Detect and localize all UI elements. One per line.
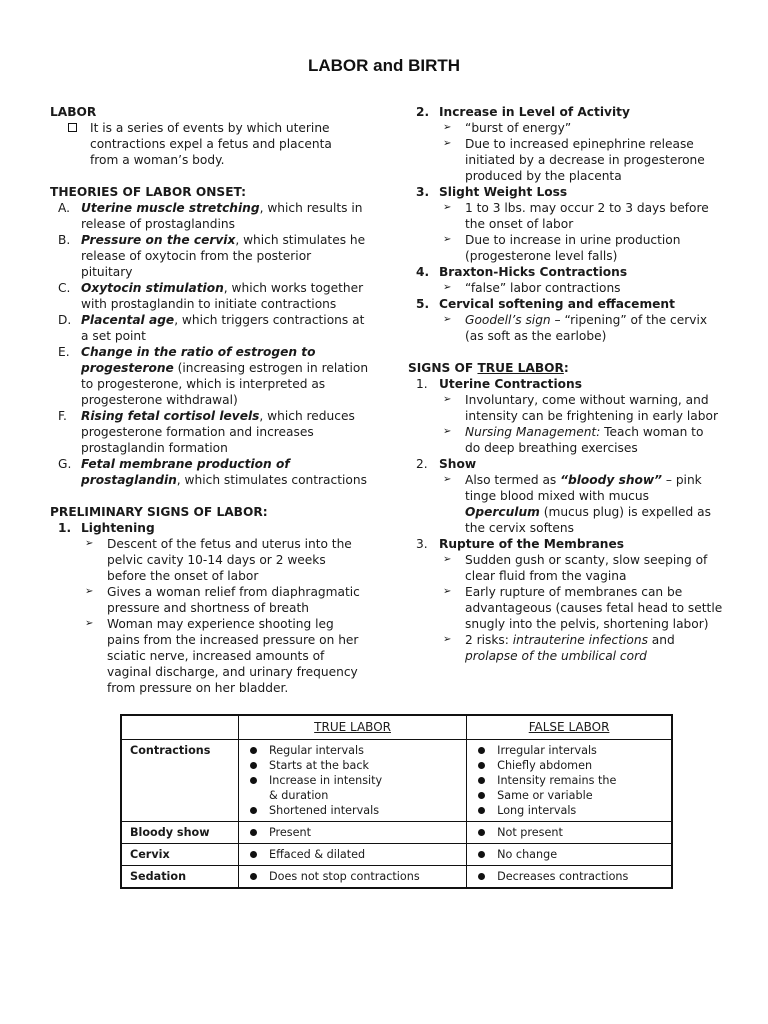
bullet-text: Gives a woman relief from diaphragmatic	[107, 585, 360, 599]
list-marker: A.	[58, 201, 70, 215]
list-marker: 2.	[416, 105, 430, 119]
bullet-text: pressure and shortness of breath	[107, 601, 310, 615]
bullet-dot-icon	[250, 851, 257, 858]
preliminary-item-weight	[408, 184, 738, 200]
bullet-item	[408, 136, 738, 184]
list-marker: 1.	[416, 377, 428, 391]
list-item	[247, 773, 458, 803]
list-marker: 1.	[58, 521, 72, 535]
bullet-item	[408, 424, 738, 456]
table-cell	[239, 822, 467, 844]
bullet-text: Also termed as	[465, 473, 561, 487]
sign-label: Increase in Level of Activity	[439, 105, 630, 119]
arrow-bullet-icon: ➢	[443, 394, 452, 405]
list-item	[247, 869, 458, 884]
sign-label: Rupture of the Membranes	[439, 537, 624, 551]
arrow-bullet-icon: ➢	[443, 474, 452, 485]
bullet-text: initiated by a decrease in progesterone	[465, 153, 705, 167]
theory-name: Pressure on the cervix	[81, 233, 236, 247]
preliminary-item-lightening	[50, 520, 370, 536]
preliminary-item-cervical	[408, 296, 738, 312]
bullet-dot-icon	[478, 807, 485, 814]
list-marker: B.	[58, 233, 71, 247]
table-cell	[467, 740, 672, 822]
checkbox-bullet-icon	[68, 123, 77, 132]
bullet-item	[50, 584, 370, 616]
bullet-text: intensity can be frightening in early labor	[465, 409, 718, 423]
bullet-text: snugly into the pelvis, shortening labor)	[465, 617, 709, 631]
bullet-text: 2 risks:	[465, 633, 513, 647]
bullet-text: “burst of energy”	[465, 121, 572, 135]
arrow-bullet-icon: ➢	[443, 122, 452, 133]
bullet-text: 1 to 3 lbs. may occur 2 to 3 days before	[465, 201, 709, 215]
theory-item	[50, 280, 370, 312]
bullet-text: Due to increased epinephrine release	[465, 137, 694, 151]
bullet-text: (progesterone level falls)	[465, 249, 618, 263]
bullet-item	[408, 632, 738, 664]
heading-text: :	[563, 361, 569, 375]
bullet-text: the onset of labor	[465, 217, 574, 231]
bullet-item	[50, 536, 370, 584]
theory-name: progesterone	[81, 361, 174, 375]
theory-text: with prostaglandin to initiate contractions	[81, 297, 337, 311]
cell-text: & duration	[269, 789, 329, 802]
bullet-item	[50, 616, 370, 696]
theory-name: Uterine muscle stretching	[81, 201, 260, 215]
arrow-bullet-icon: ➢	[443, 314, 452, 325]
table-row	[121, 844, 672, 866]
theory-name: Rising fetal cortisol levels	[81, 409, 260, 423]
bullet-text: from pressure on her bladder.	[107, 681, 289, 695]
theory-text: pituitary	[81, 265, 133, 279]
definition-line: from a woman’s body.	[90, 153, 225, 167]
list-marker: 4.	[416, 265, 430, 279]
table-cell	[467, 844, 672, 866]
page-title: LABOR and BIRTH	[307, 56, 461, 75]
bullet-text: and	[647, 633, 675, 647]
row-label: Contractions	[121, 740, 239, 822]
bullet-dot-icon	[250, 829, 257, 836]
cell-text: Decreases contractions	[497, 870, 629, 883]
term-bold-italic: “bloody show”	[560, 473, 662, 487]
cell-text: Starts at the back	[269, 759, 370, 772]
cell-text: Does not stop contractions	[269, 870, 420, 883]
bullet-dot-icon	[478, 829, 485, 836]
cell-text: Long intervals	[497, 804, 577, 817]
table-cell	[467, 866, 672, 889]
table-cell	[239, 866, 467, 889]
table-cell	[467, 822, 672, 844]
bullet-dot-icon	[250, 747, 257, 754]
theory-text: , which reduces	[259, 409, 355, 423]
cell-text: Chiefly abdomen	[497, 759, 593, 772]
theory-item	[50, 456, 370, 488]
bullet-text: tinge blood mixed with mucus	[465, 489, 649, 503]
bullet-text: the cervix softens	[465, 521, 575, 535]
bullet-text: Teach woman to	[600, 425, 704, 439]
true-labor-heading	[408, 360, 738, 376]
preliminary-heading: PRELIMINARY SIGNS OF LABOR:	[50, 505, 268, 519]
table-corner-cell	[121, 715, 239, 740]
theory-text: (increasing estrogen in relation	[173, 361, 369, 375]
bullet-dot-icon	[478, 873, 485, 880]
theory-item	[50, 344, 370, 408]
arrow-bullet-icon: ➢	[443, 202, 452, 213]
bullet-text: do deep breathing exercises	[465, 441, 638, 455]
sign-label: Cervical softening and effacement	[439, 297, 675, 311]
theory-text: prostaglandin formation	[81, 441, 228, 455]
theory-text: release of oxytocin from the posterior	[81, 249, 312, 263]
bullet-dot-icon	[250, 807, 257, 814]
list-item	[475, 847, 663, 862]
arrow-bullet-icon: ➢	[85, 618, 94, 629]
theory-text: , which stimulates he	[235, 233, 366, 247]
cell-text: Shortened intervals	[269, 804, 380, 817]
definition-line: It is a series of events by which uterine	[90, 121, 330, 135]
arrow-bullet-icon: ➢	[85, 538, 94, 549]
cell-text: Increase in intensity	[269, 774, 383, 787]
bullet-dot-icon	[250, 873, 257, 880]
bullet-text: – pink	[661, 473, 702, 487]
theory-item	[50, 408, 370, 456]
list-item	[475, 743, 663, 758]
row-label: Bloody show	[121, 822, 239, 844]
bullet-item	[408, 552, 738, 584]
table-cell	[239, 740, 467, 822]
bullet-text: (as soft as the earlobe)	[465, 329, 607, 343]
bullet-dot-icon	[250, 777, 257, 784]
list-item	[475, 869, 663, 884]
bullet-dot-icon	[478, 792, 485, 799]
table-header-row	[121, 715, 672, 740]
list-marker: 3.	[416, 537, 428, 551]
sign-label: Uterine Contractions	[439, 377, 582, 391]
theory-name: Fetal membrane production of	[81, 457, 290, 471]
bullet-text: pelvic cavity 10-14 days or 2 weeks	[107, 553, 326, 567]
list-marker: G.	[58, 457, 72, 471]
theory-text: progesterone withdrawal)	[81, 393, 238, 407]
table-cell	[239, 844, 467, 866]
term-italic: prolapse of the umbilical cord	[465, 649, 647, 663]
bullet-item	[408, 312, 738, 344]
bullet-item	[408, 200, 738, 232]
list-item	[247, 847, 458, 862]
term-italic: Goodell’s sign	[465, 313, 551, 327]
list-item	[475, 773, 663, 788]
theory-text: , which triggers contractions at	[174, 313, 365, 327]
arrow-bullet-icon: ➢	[443, 234, 452, 245]
list-item	[475, 803, 663, 818]
arrow-bullet-icon: ➢	[443, 138, 452, 149]
cell-text: Intensity remains the	[497, 774, 617, 787]
table-row	[121, 866, 672, 889]
list-marker: C.	[58, 281, 71, 295]
theory-item	[50, 232, 370, 280]
bullet-dot-icon	[250, 762, 257, 769]
column-header-true-labor	[239, 715, 467, 740]
cell-text: Not present	[497, 826, 563, 839]
header-text: TRUE LABOR	[314, 720, 391, 734]
list-item	[475, 825, 663, 840]
bullet-item	[408, 472, 738, 536]
theory-name: Placental age	[81, 313, 175, 327]
arrow-bullet-icon: ➢	[443, 282, 452, 293]
table-row	[121, 822, 672, 844]
bullet-text: produced by the placenta	[465, 169, 622, 183]
list-item	[247, 758, 458, 773]
theories-heading: THEORIES OF LABOR ONSET:	[50, 185, 247, 199]
cell-text: Same or variable	[497, 789, 593, 802]
cell-text: Effaced & dilated	[269, 848, 366, 861]
theory-text: release of prostaglandins	[81, 217, 235, 231]
true-vs-false-labor-table	[120, 714, 673, 889]
sign-label: Lightening	[81, 521, 155, 535]
true-labor-item-rupture	[408, 536, 738, 552]
header-text: FALSE LABOR	[528, 720, 610, 734]
arrow-bullet-icon: ➢	[443, 426, 452, 437]
bullet-dot-icon	[478, 851, 485, 858]
bullet-text: “false” labor contractions	[465, 281, 621, 295]
sign-label: Show	[439, 457, 477, 471]
theory-text: , which works together	[223, 281, 364, 295]
theory-item	[50, 200, 370, 232]
list-item	[475, 788, 663, 803]
list-marker: D.	[58, 313, 72, 327]
bullet-item	[408, 120, 738, 136]
list-marker: E.	[58, 345, 70, 359]
list-marker: 2.	[416, 457, 428, 471]
arrow-bullet-icon: ➢	[443, 634, 452, 645]
heading-underlined: TRUE LABOR	[477, 361, 564, 375]
column-header-false-labor	[467, 715, 672, 740]
bullet-text: clear fluid from the vagina	[465, 569, 627, 583]
bullet-text: Sudden gush or scanty, slow seeping of	[465, 553, 708, 567]
bullet-dot-icon	[478, 747, 485, 754]
bullet-item	[408, 392, 738, 424]
bullet-text: before the onset of labor	[107, 569, 259, 583]
preliminary-item-braxton	[408, 264, 738, 280]
list-marker: 3.	[416, 185, 430, 199]
theory-name: prostaglandin	[81, 473, 177, 487]
term-italic: Nursing Management:	[465, 425, 601, 439]
bullet-text: Involuntary, come without warning, and	[465, 393, 709, 407]
bullet-text: sciatic nerve, increased amounts of	[107, 649, 325, 663]
bullet-item	[408, 232, 738, 264]
theory-name: Oxytocin stimulation	[81, 281, 224, 295]
sign-label: Braxton-Hicks Contractions	[439, 265, 628, 279]
bullet-text: vaginal discharge, and urinary frequency	[107, 665, 358, 679]
list-item	[475, 758, 663, 773]
bullet-text: advantageous (causes fetal head to settle	[465, 601, 723, 615]
true-labor-item-uterine	[408, 376, 738, 392]
labor-heading: LABOR	[50, 105, 97, 119]
list-item	[247, 803, 458, 818]
theory-item	[50, 312, 370, 344]
bullet-dot-icon	[478, 762, 485, 769]
preliminary-item-activity	[408, 104, 738, 120]
row-label: Cervix	[121, 844, 239, 866]
arrow-bullet-icon: ➢	[85, 586, 94, 597]
cell-text: No change	[497, 848, 558, 861]
list-item	[247, 825, 458, 840]
right-column	[408, 104, 738, 664]
table-row	[121, 740, 672, 822]
arrow-bullet-icon: ➢	[443, 586, 452, 597]
bullet-text: Due to increase in urine production	[465, 233, 681, 247]
theory-text: , which stimulates contractions	[176, 473, 367, 487]
heading-text: SIGNS OF	[408, 361, 478, 375]
bullet-text: Early rupture of membranes can be	[465, 585, 683, 599]
bullet-dot-icon	[478, 777, 485, 784]
bullet-text: Descent of the fetus and uterus into the	[107, 537, 352, 551]
definition-line: contractions expel a fetus and placenta	[90, 137, 332, 151]
cell-text: Present	[269, 826, 311, 839]
cell-text: Regular intervals	[269, 744, 364, 757]
theory-text: to progesterone, which is interpreted as	[81, 377, 326, 391]
theory-text: , which results in	[259, 201, 363, 215]
theory-text: progesterone formation and increases	[81, 425, 314, 439]
row-label: Sedation	[121, 866, 239, 889]
term-bold-italic: Operculum	[465, 505, 540, 519]
arrow-bullet-icon: ➢	[443, 554, 452, 565]
theory-text: a set point	[81, 329, 146, 343]
term-italic: intrauterine infections	[512, 633, 648, 647]
bullet-text: – “ripening” of the cervix	[550, 313, 708, 327]
bullet-item	[408, 280, 738, 296]
cell-text: Irregular intervals	[497, 744, 597, 757]
theory-name: Change in the ratio of estrogen to	[81, 345, 316, 359]
labor-definition	[50, 120, 370, 168]
list-marker: F.	[58, 409, 67, 423]
bullet-item	[408, 584, 738, 632]
sign-label: Slight Weight Loss	[439, 185, 568, 199]
list-item	[247, 743, 458, 758]
bullet-text: pains from the increased pressure on her	[107, 633, 359, 647]
bullet-text: Woman may experience shooting leg	[107, 617, 334, 631]
left-column	[50, 104, 370, 696]
list-marker: 5.	[416, 297, 430, 311]
bullet-text: (mucus plug) is expelled as	[539, 505, 711, 519]
true-labor-item-show	[408, 456, 738, 472]
